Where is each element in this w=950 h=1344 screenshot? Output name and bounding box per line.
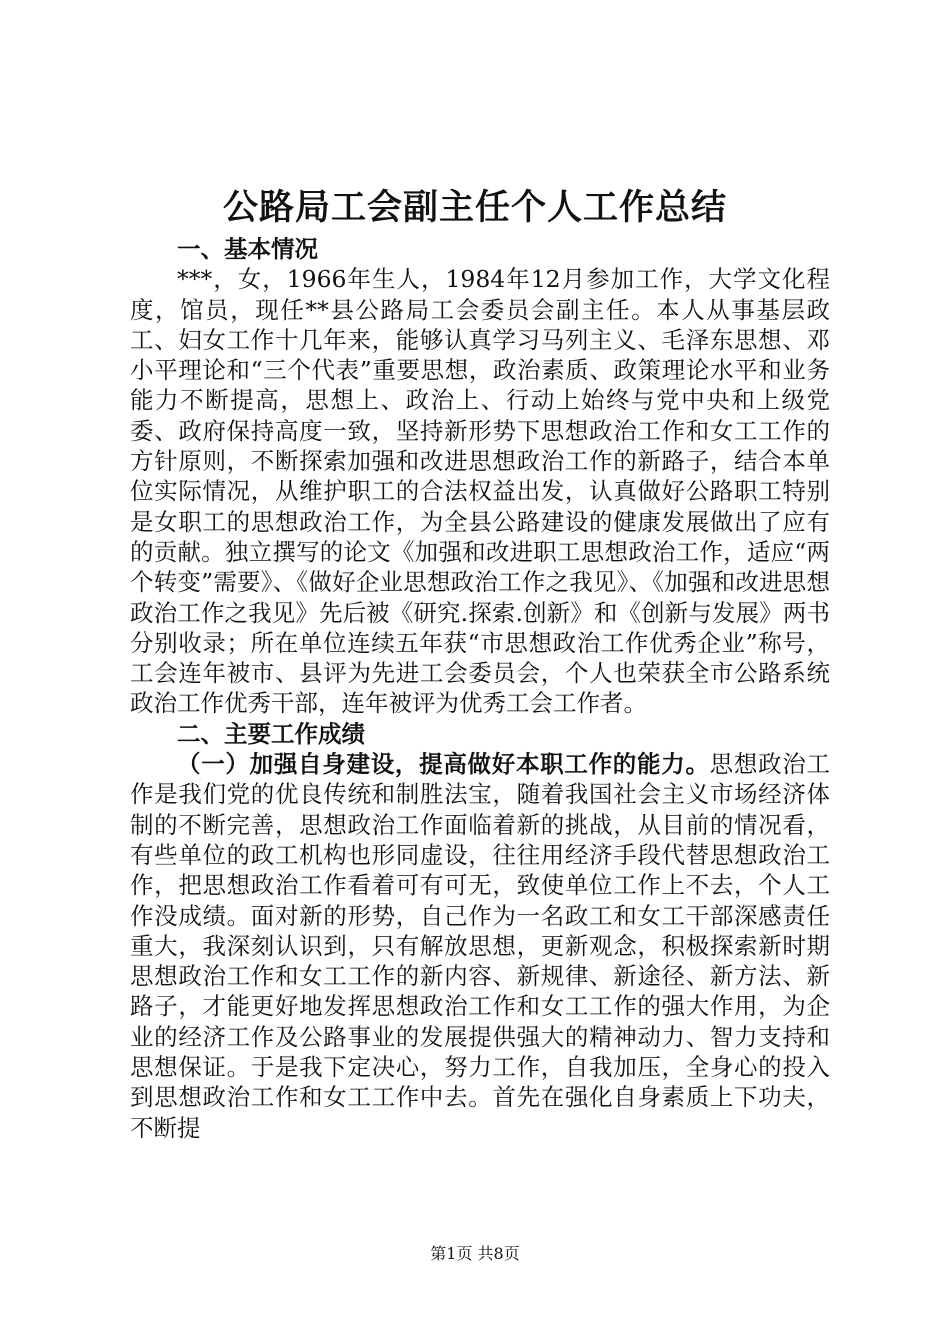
paragraph-basic-info: ***，女，1966年生人，1984年12月参加工作，大学文化程度，馆员，现任**县公路局工会委员会副主任。本人从事基层政工、妇女工作十几年来，能够认真学习马列主义、毛泽东思想、邓小平理论和“三个代表”重要思想，政治素质、政策理论水平和业务能力不断提高，思想上、政治上、行动上始终与党中央和上级党委、政府保持高度一致，坚持新形势下思想政治工作和女工工作的方针原则，不断探索加强和改进思想政治工作的新路子，结合本单位实际情况，从维护职工的合法权益出发，认真做好公路职工特别是女职工的思想政治工作，为全县公路建设的健康发展做出了应有的贡献。独立撰写的论文《加强和改进职工思想政治工作，适应“两个转变”需要》、《做好企业思想政治工作之我见》、《加强和改进思想政治工作之我见》先后被《研究.探索.创新》和《创新与发展》两书分别收录；所在单位连续五年获“市思想政治工作优秀企业”称号，工会连年被市、县评为先进工会委员会，个人也荣获全市公路系统政治工作优秀干部，连年被评为优秀工会工作者。 [130, 265, 830, 718]
document-body [130, 234, 830, 1143]
subsection-text: 思想政治工作是我们党的优良传统和制胜法宝，随着我国社会主义市场经济体制的不断完善，思想政治工作面临着新的挑战，从目前的情况看，有些单位的政工机构也形同虚设，往往用经济手段代替思想政治工作，把思想政治工作看着可有可无，致使单位工作上不去，个人工作没成绩。面对新的形势，自己作为一名政工和女工干部深感责任重大，我深刻认识到，只有解放思想，更新观念，积极探索新时期思想政治工作和女工工作的新内容、新规律、新途径、新方法、新路子，才能更好地发挥思想政治工作和女工工作的强大作用，为企业的经济工作及公路事业的发展提供强大的精神动力、智力支持和思想保证。于是我下定决心，努力工作，自我加压，全身心的投入到思想政治工作和女工工作中去。首先在强化自身素质上下功夫，不断提 [130, 750, 831, 1142]
section-heading-basic-info: 一、基本情况 [177, 235, 318, 263]
section-heading-achievements: 二、主要工作成绩 [177, 719, 365, 748]
document-title: 公路局工会副主任个人工作总结 [222, 188, 727, 228]
subsection-lead: （一）加强自身建设，提高做好本职工作的能力。 [177, 750, 710, 779]
paragraph-self-building [130, 749, 830, 1143]
page-number-footer: 第1页 共8页 [430, 1244, 520, 1263]
